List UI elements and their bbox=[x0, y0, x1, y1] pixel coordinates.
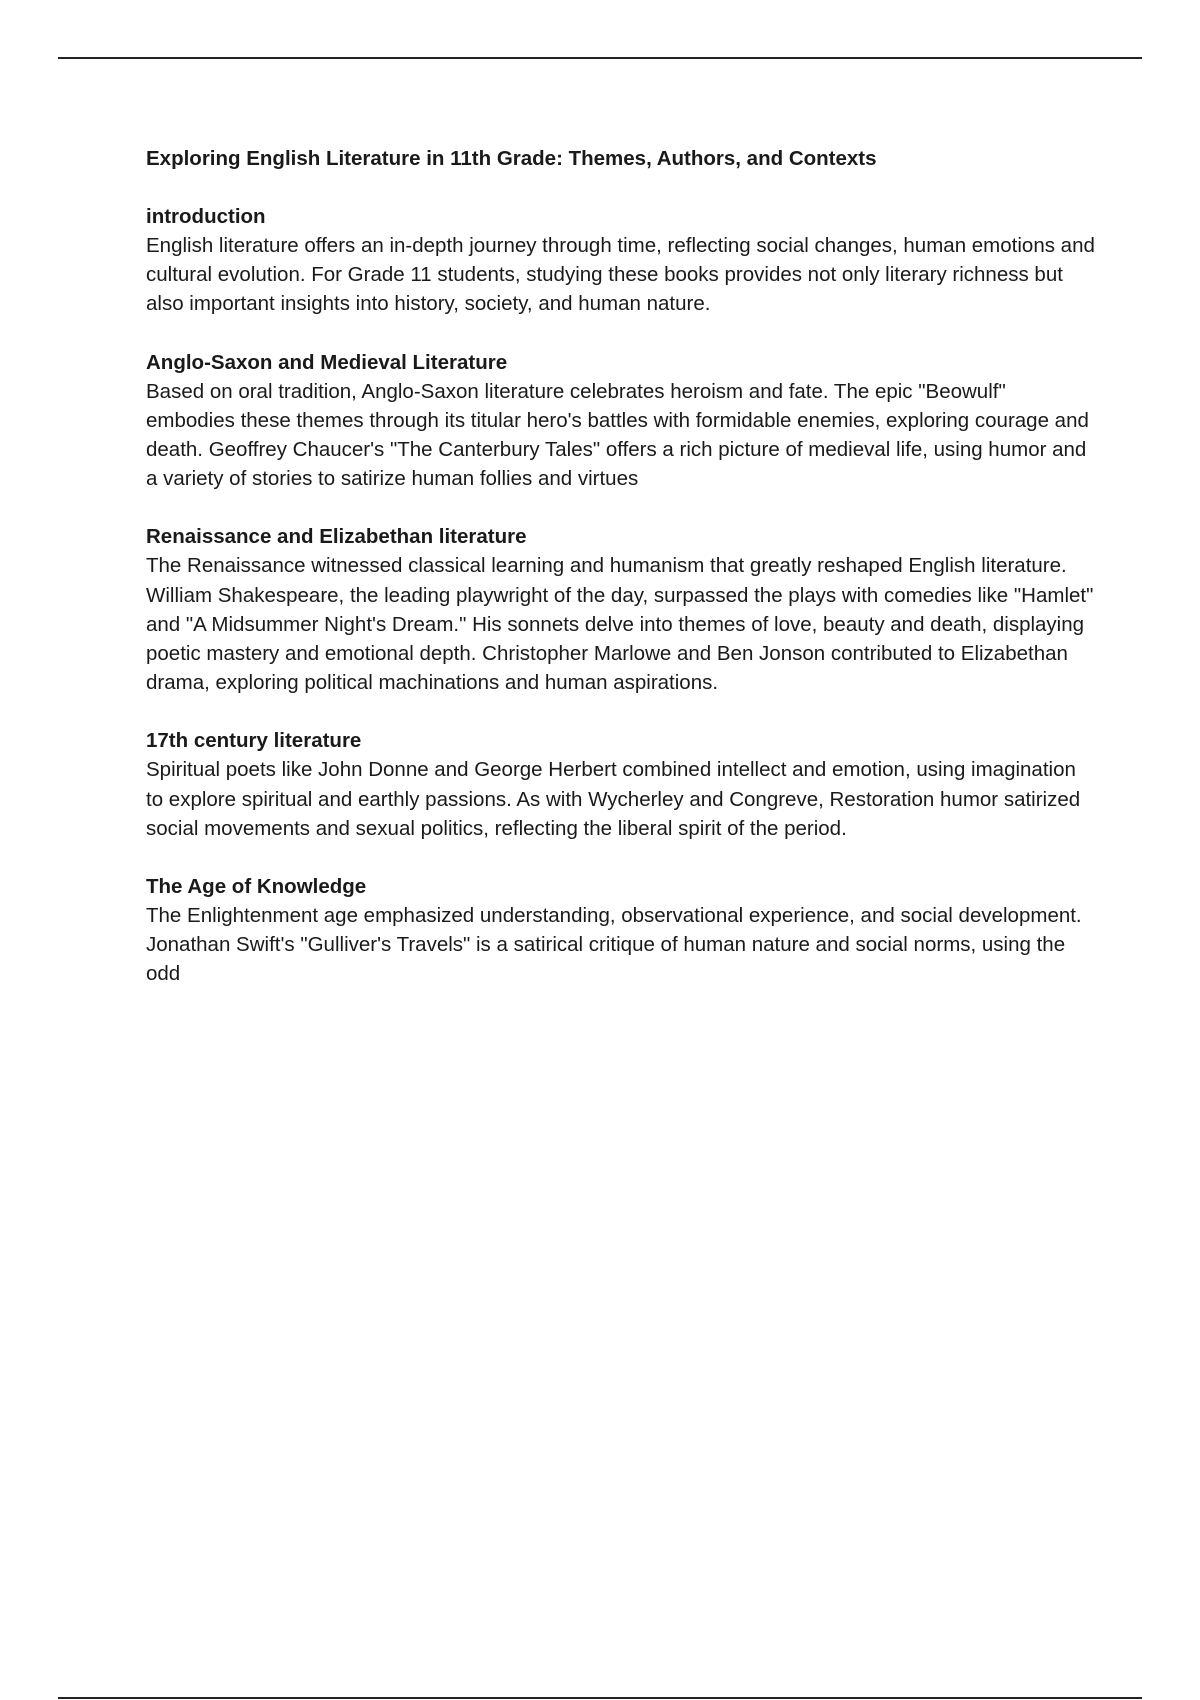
top-divider bbox=[58, 57, 1142, 59]
section-anglo-saxon-medieval bbox=[146, 348, 1096, 494]
bottom-divider bbox=[58, 1697, 1142, 1699]
section-renaissance-elizabethan bbox=[146, 522, 1096, 697]
section-age-of-knowledge bbox=[146, 872, 1096, 989]
section-paragraph: The Enlightenment age emphasized understanding, observational experience, and social development. Jonathan Swift's "Gulliver's Travels" is a satirical critique of human nature and social norms, using the odd bbox=[146, 904, 1082, 986]
section-heading: Anglo-Saxon and Medieval Literature bbox=[146, 350, 508, 374]
section-introduction bbox=[146, 202, 1096, 319]
document-title: Exploring English Literature in 11th Grade: Themes, Authors, and Contexts bbox=[146, 147, 877, 170]
section-paragraph: The Renaissance witnessed classical learning and humanism that greatly reshaped English literature. William Shakespeare, the leading playwright of the day, surpassed the plays with comedies like "Hamlet" and "A Midsummer Night's Dream." His sonnets delve into themes of love, beauty and death, displaying poetic mastery and emotional depth. Christopher Marlowe and Ben Jonson contributed to Elizabethan drama, exploring political machinations and human aspirations. bbox=[146, 554, 1094, 695]
section-heading: introduction bbox=[146, 205, 266, 228]
section-heading: The Age of Knowledge bbox=[146, 875, 367, 899]
section-paragraph: Based on oral tradition, Anglo-Saxon literature celebrates heroism and fate. The epic "Beowulf" embodies these themes through its titular hero's battles with formidable enemies, exploring courage and death. Geoffrey Chaucer's "The Canterbury Tales" offers a rich picture of medieval life, using humor and a variety of stories to satirize human follies and virtues bbox=[146, 379, 1089, 491]
section-paragraph: Spiritual poets like John Donne and George Herbert combined intellect and emotion, using imagination to explore spiritual and earthly passions. As with Wycherley and Congreve, Restoration humor satirized social movements and sexual politics, reflecting the liberal spirit of the period. bbox=[146, 758, 1081, 840]
section-heading: Renaissance and Elizabethan literature bbox=[146, 525, 527, 549]
document-content bbox=[146, 144, 1096, 1018]
section-17th-century bbox=[146, 726, 1096, 843]
section-heading: 17th century literature bbox=[146, 729, 362, 753]
section-paragraph: English literature offers an in-depth journey through time, reflecting social changes, human emotions and cultural evolution. For Grade 11 students, studying these books provides not only literary richness but also important insights into history, society, and human nature. bbox=[146, 234, 1095, 316]
